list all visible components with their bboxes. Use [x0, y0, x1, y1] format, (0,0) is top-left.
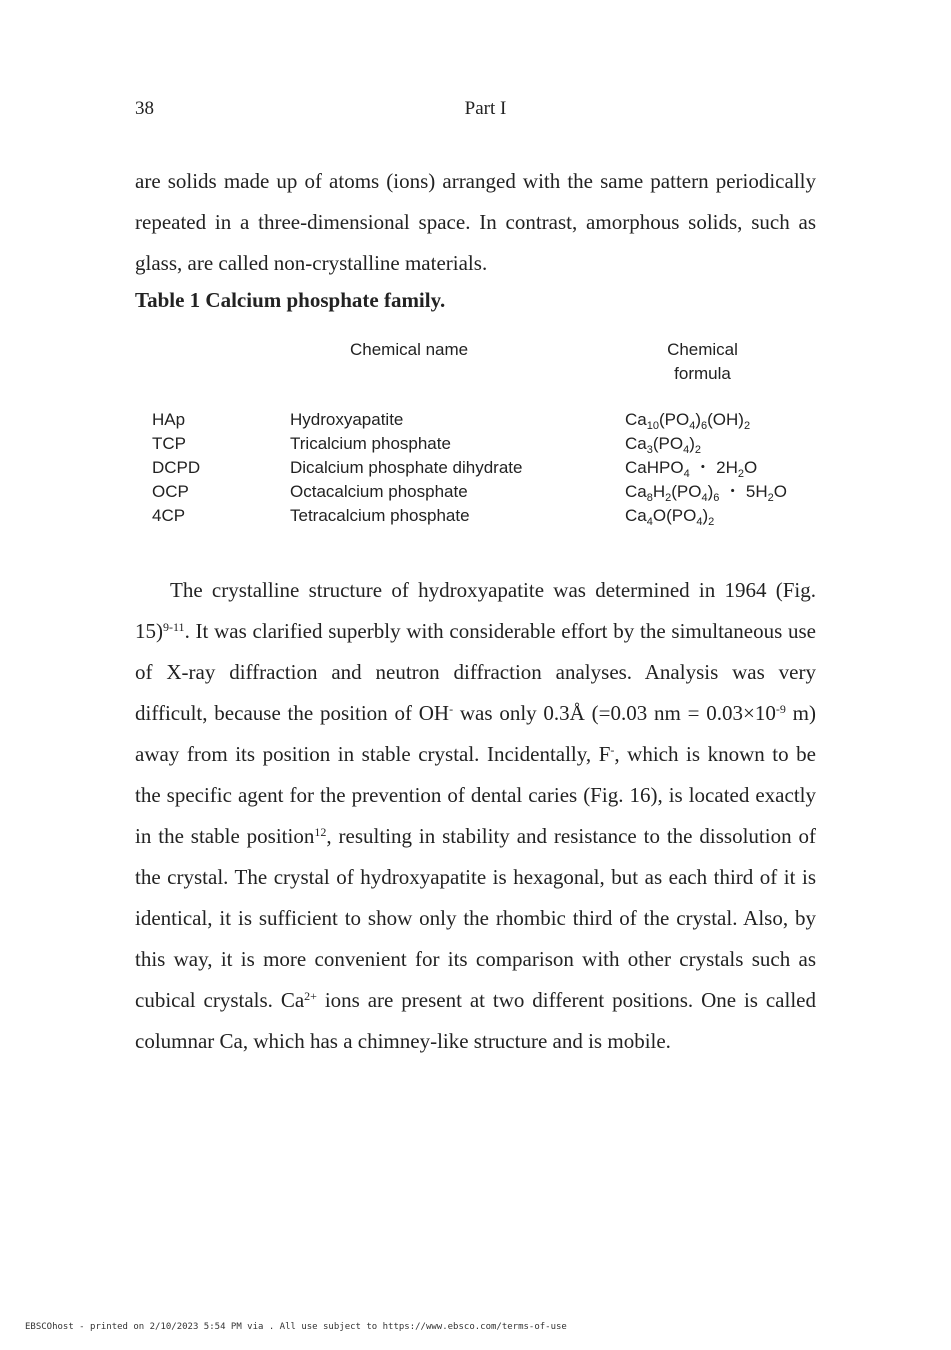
text-run: m) away from its position in stable crystal. Incidentally, F: [135, 701, 816, 766]
table-row: [152, 432, 852, 456]
charge-superscript: 2+: [304, 989, 317, 1003]
formula-subscript: 10: [646, 420, 659, 432]
table-cell-formula: [625, 456, 757, 480]
table-cell-name: Octacalcium phosphate: [290, 482, 468, 501]
formula-part: O(PO: [652, 506, 697, 525]
table-cell-name: Hydroxyapatite: [290, 410, 404, 429]
text-run: was only 0.3Å (=0.03 nm = 0.03×10: [453, 701, 776, 725]
formula-part: H: [652, 482, 666, 501]
formula-part: Ca: [625, 482, 647, 501]
formula-part: ・ 5H: [719, 482, 768, 501]
table-cell-name: Tetracalcium phosphate: [290, 506, 470, 525]
table-cell-abbreviation: OCP: [152, 482, 189, 501]
table-cell-formula: [625, 504, 714, 528]
formula-part: (OH): [707, 410, 744, 429]
table-cell-formula: [625, 480, 787, 504]
formula-subscript: 4: [683, 468, 690, 480]
text-run: . It was clarified superbly with considerable effort by the simultaneous use of X-ray diffraction and neutron diffraction analyses. Analysis was very difficult, because the position of OH: [135, 619, 816, 725]
formula-subscript: 4: [646, 516, 653, 528]
formula-part: Ca: [625, 434, 647, 453]
formula-part: O: [773, 482, 787, 501]
exponent-superscript: -9: [775, 702, 786, 716]
formula-part: (PO: [658, 410, 690, 429]
formula-part: ): [695, 410, 702, 429]
formula-subscript: 3: [646, 444, 653, 456]
formula-part: ・ 2H: [689, 458, 738, 477]
formula-subscript: 2: [694, 444, 702, 456]
table-row: [152, 408, 852, 432]
body-paragraph-1: are solids made up of atoms (ions) arranged with the same pattern periodically repeated in a three-dimensional space. In contrast, amorphous solids, such as glass, are called non-crystalline materials.: [135, 169, 816, 275]
formula-subscript: 2: [767, 492, 774, 504]
formula-part: O: [744, 458, 758, 477]
table-cell-abbreviation: 4CP: [152, 506, 186, 525]
table-cell-name: Dicalcium phosphate dihydrate: [290, 458, 523, 477]
table-cell-abbreviation: DCPD: [152, 458, 201, 477]
table-cell-formula: [625, 408, 750, 432]
table-header-formula-line2: formula: [674, 364, 731, 383]
text-run: , which is known to be the specific agent for the prevention of dental caries (Fig. 16), is located exactly in the stable position: [135, 742, 816, 848]
citation-superscript: 9-11: [163, 620, 185, 634]
formula-subscript: 4: [689, 420, 696, 432]
formula-part: ): [702, 506, 709, 525]
formula-subscript: 4: [696, 516, 703, 528]
ebsco-footer: EBSCOhost - printed on 2/10/2023 5:54 PM via . All use subject to https://www.ebsco.com/terms-of-use: [25, 1322, 567, 1332]
citation-superscript: 12: [314, 825, 327, 839]
formula-part: ): [689, 434, 695, 453]
running-head: Part I: [464, 98, 507, 119]
formula-subscript: 2: [743, 420, 751, 432]
formula-part: CaHPO: [625, 458, 684, 477]
formula-part: (PO: [652, 434, 684, 453]
table-header-chemical-formula: [640, 338, 765, 386]
formula-subscript: 2: [708, 516, 715, 528]
table-cell-formula: [625, 432, 701, 456]
text-run: , resulting in stability and resistance to the dissolution of the crystal. The crystal of hydroxyapatite is hexagonal, but as each third of it is identical, it is sufficient to show only the rhombic third of the crystal. Also, by this way, it is more convenient for its comparison with other crystals such as cubical crystals. Ca: [135, 824, 816, 1012]
formula-subscript: 8: [646, 492, 653, 504]
table-header-chemical-name: Chemical name: [350, 340, 469, 359]
table-caption: Table 1 Calcium phosphate family.: [135, 288, 446, 312]
formula-subscript: 6: [701, 420, 708, 432]
table-row: [152, 480, 852, 504]
charge-superscript: -: [610, 743, 615, 757]
table-cell-name: Tricalcium phosphate: [290, 434, 451, 453]
page-number: 38: [135, 98, 154, 119]
text-run: The crystalline structure of hydroxyapatite was determined in 1964 (Fig. 15): [135, 578, 816, 643]
formula-part: Ca: [625, 410, 647, 429]
formula-part: Ca: [625, 506, 647, 525]
formula-part: ): [707, 482, 714, 501]
table-cell-abbreviation: TCP: [152, 434, 186, 453]
table-header-formula-line1: Chemical: [667, 340, 738, 359]
formula-part: (PO: [671, 482, 702, 501]
formula-subscript: 4: [683, 444, 690, 456]
formula-subscript: 4: [701, 492, 708, 504]
table-row: [152, 456, 852, 480]
formula-subscript: 6: [713, 492, 720, 504]
formula-subscript: 2: [665, 492, 672, 504]
formula-subscript: 2: [737, 468, 745, 480]
text-run: ions are present at two different positions. One is called columnar Ca, which has a chimney-like structure and is mobile.: [135, 988, 816, 1053]
body-paragraph-2: [135, 570, 816, 1062]
table-cell-abbreviation: HAp: [152, 410, 186, 429]
table-row: [152, 504, 852, 528]
charge-superscript: -: [449, 702, 454, 716]
